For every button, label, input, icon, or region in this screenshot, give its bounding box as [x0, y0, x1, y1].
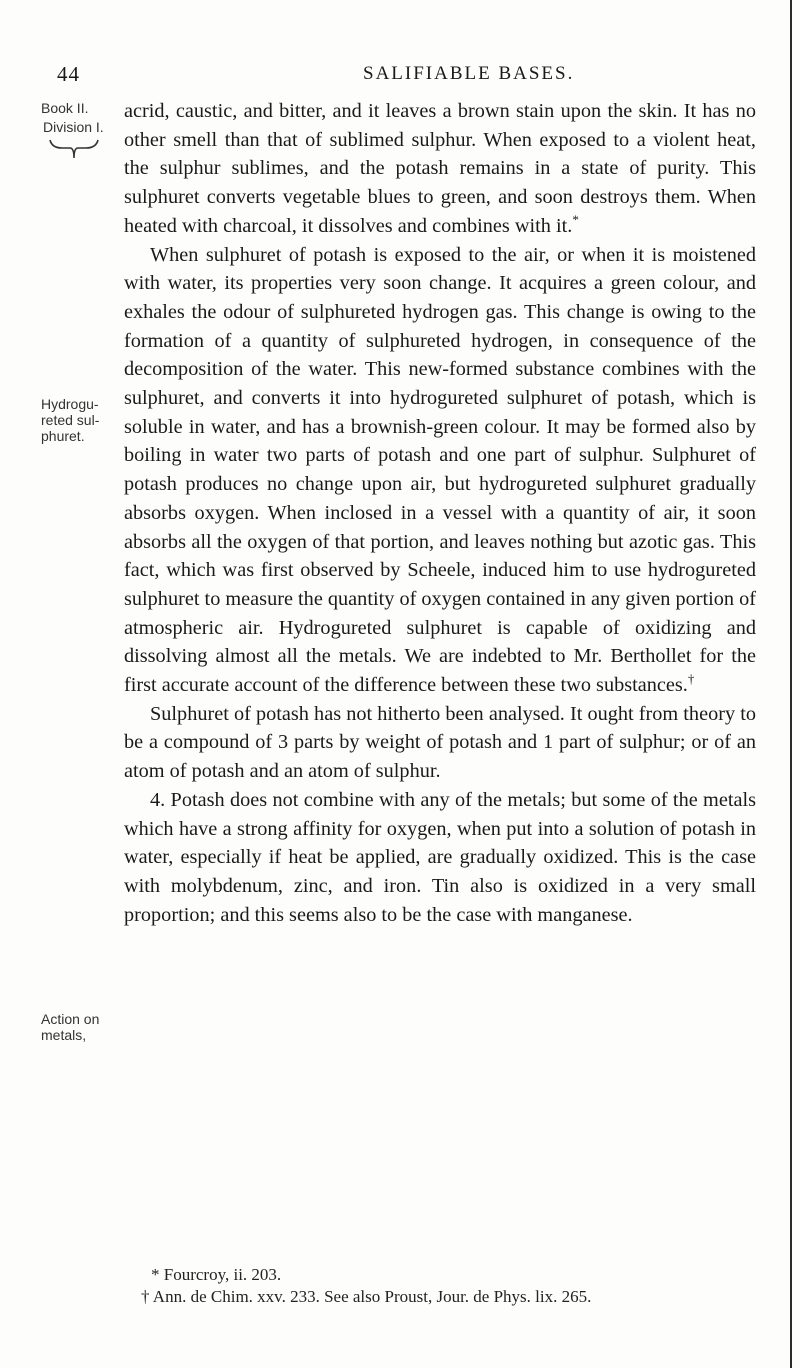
- footnote-1: * Fourcroy, ii. 203.: [151, 1265, 282, 1284]
- paragraph-1-text: acrid, caustic, and bitter, and it leaves a brown stain upon the skin. It has no other smell than that of sublimed sulphur. When exposed to a violent heat, the sulphur sublimes, and the potash remains in a state of purity. This sulphuret converts vegetable blues to green, and soon destroys them. When heated with charcoal, it dissolves and combines with it.: [124, 100, 756, 237]
- paragraph-3: Sulphuret of potash has not hitherto been analysed. It ought from theory to be a compound of 3 parts by weight of potash and 1 part of sulphur; or of an atom of potash and an atom of sulphur.: [124, 702, 756, 783]
- page-header: [0, 62, 800, 92]
- margin-note-action-line1: Action on: [41, 1011, 100, 1027]
- footnote-mark-1: *: [572, 212, 579, 228]
- paragraph-2-text: When sulphuret of potash is exposed to the air, or when it is moistened with water, its properties very soon change. It acquires a green colour, and exhales the odour of sulphureted hydrogen gas. This change is owing to the formation of a quantity of sulphureted hydrogen, in consequence of the decomposition of the water. This new-formed substance combines with the sulphuret, and converts it into hydrogureted sulphuret of potash, which is soluble in water, and has a brownish-green colour. It may be formed also by boiling in water two parts of potash and one part of sulphur. Sulphuret of potash produces no change upon air, but hydrogureted sulphuret gradually absorbs oxygen. When inclosed in a vessel with a quantity of air, it soon absorbs all the oxygen of that portion, and leaves nothing but azotic gas. This fact, which was first observed by Scheele, induced him to use hydrogureted sulphuret to measure the quantity of oxygen contained in any given portion of atmospheric air. Hydrogureted sulphuret is capable of oxidizing and dissolving almost all the metals. We are indebted to Mr. Berthollet for the first accurate account of the difference between these two substances.: [124, 243, 756, 697]
- paragraph-4: 4. Potash does not combine with any of the metals; but some of the metals which have a strong affinity for oxygen, when put into a solution of potash in water, especially if heat be applied, are gradually oxidized. This is the case with molybdenum, zinc, and iron. Tin also is oxidized in a very small proportion; and this seems also to be the case with manganese.: [124, 788, 756, 926]
- margin-note-hydrogureted-line2: reted sul-: [41, 412, 100, 428]
- footnote-2: † Ann. de Chim. xxv. 233. See also Proust, Jour. de Phys. lix. 265.: [141, 1287, 592, 1306]
- margin-note-action-line2: metals,: [41, 1027, 87, 1043]
- page-number: 44: [57, 62, 80, 86]
- margin-note-hydrogureted-line1: Hydrogu-: [41, 396, 99, 412]
- margin-note-hydrogureted-line3: phuret.: [41, 428, 85, 444]
- body-text: [124, 97, 756, 929]
- curly-brace-icon: [48, 138, 100, 160]
- margin-note-action: [41, 1011, 99, 1043]
- running-title: SALIFIABLE BASES.: [363, 63, 575, 84]
- margin-note-hydrogureted: [41, 396, 99, 444]
- footnote-mark-2: †: [687, 671, 695, 687]
- margin-note-division: Division I.: [43, 119, 104, 135]
- footnotes: [141, 1264, 781, 1308]
- margin-note-book: Book II.: [41, 100, 89, 116]
- paragraph-1: [124, 97, 756, 241]
- paragraph-2: [124, 241, 756, 700]
- page-edge-line: [790, 0, 792, 1368]
